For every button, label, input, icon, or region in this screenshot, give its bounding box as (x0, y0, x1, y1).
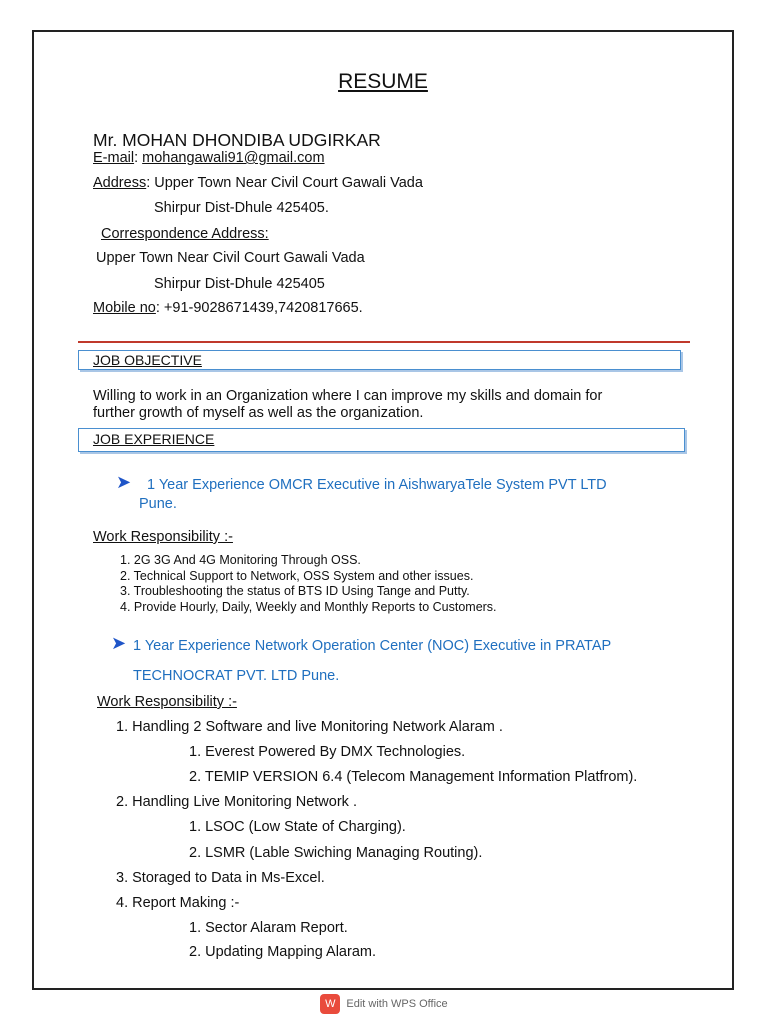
experience-2-line-2: TECHNOCRAT PVT. LTD Pune. (133, 668, 340, 684)
address-label: Address (93, 175, 147, 191)
responsibility-1-item-4: 4. Provide Hourly, Daily, Weekly and Monthly Reports to Customers. (120, 600, 497, 614)
section-divider (78, 341, 690, 343)
wps-footer[interactable] (0, 994, 768, 1014)
responsibility-2-item: 2. Handling Live Monitoring Network . (116, 794, 357, 810)
correspondence-line-2: Shirpur Dist-Dhule 425405 (154, 276, 325, 292)
responsibility-1-item-3: 3. Troubleshooting the status of BTS ID Using Tange and Putty. (120, 584, 470, 598)
responsibility-2-item: 3. Storaged to Data in Ms-Excel. (116, 870, 325, 886)
mobile-line (93, 300, 363, 316)
correspondence-label: Correspondence Address: (101, 226, 269, 242)
job-objective-heading-box (78, 350, 681, 370)
mobile-label: Mobile no (93, 300, 156, 316)
email-link[interactable]: mohangawali91@gmail.com (142, 150, 325, 166)
experience-1-line-2: Pune. (139, 496, 177, 512)
email-line (93, 150, 325, 166)
address-text-1: : Upper Town Near Civil Court Gawali Vada (146, 175, 423, 191)
objective-line-1: Willing to work in an Organization where I can improve my skills and domain for (93, 388, 603, 404)
responsibility-2-item: 1. Handling 2 Software and live Monitoring Network Alaram . (116, 719, 503, 735)
correspondence-line-1: Upper Town Near Civil Court Gawali Vada (96, 250, 365, 266)
responsibility-2-subitem: 1. Sector Alaram Report. (189, 920, 348, 936)
email-label: E-mail (93, 150, 135, 166)
responsibility-2-subitem: 1. Everest Powered By DMX Technologies. (189, 744, 466, 760)
work-responsibility-label-2: Work Responsibility :- (97, 694, 237, 710)
responsibility-2-subitem: 2. Updating Mapping Alaram. (189, 944, 376, 960)
job-experience-heading-box (78, 428, 685, 452)
responsibility-2-item: 4. Report Making :- (116, 895, 240, 911)
email-sep: : (134, 150, 143, 166)
responsibility-2-subitem: 1. LSOC (Low State of Charging). (189, 819, 406, 835)
responsibility-2-subitem: 2. TEMIP VERSION 6.4 (Telecom Management Information Platfrom). (189, 769, 638, 785)
responsibility-1-item-2: 2. Technical Support to Network, OSS System and other issues. (120, 569, 474, 583)
job-objective-heading: JOB OBJECTIVE (93, 352, 202, 368)
wps-office-icon: W (320, 994, 340, 1014)
experience-1-line-1: 1 Year Experience OMCR Executive in AishwaryaTele System PVT LTD (147, 477, 607, 493)
address-line-2: Shirpur Dist-Dhule 425405. (154, 200, 329, 216)
work-responsibility-label-1: Work Responsibility :- (93, 529, 233, 545)
resume-title: RESUME (338, 70, 428, 93)
wps-edit-link[interactable]: Edit with WPS Office (346, 997, 448, 1010)
arrow-bullet-icon: ➤ (111, 633, 127, 653)
job-experience-heading: JOB EXPERIENCE (93, 431, 215, 447)
responsibility-2-subitem: 2. LSMR (Lable Swiching Managing Routing). (189, 845, 483, 861)
candidate-name: Mr. MOHAN DHONDIBA UDGIRKAR (93, 130, 381, 150)
mobile-value: : +91-9028671439,7420817665. (155, 300, 363, 316)
experience-2-line-1: 1 Year Experience Network Operation Center (NOC) Executive in PRATAP (133, 638, 612, 654)
address-line-1 (93, 175, 423, 191)
responsibility-1-item-1: 1. 2G 3G And 4G Monitoring Through OSS. (120, 553, 361, 567)
objective-line-2: further growth of myself as well as the organization. (93, 405, 424, 421)
arrow-bullet-icon: ➤ (116, 472, 132, 492)
